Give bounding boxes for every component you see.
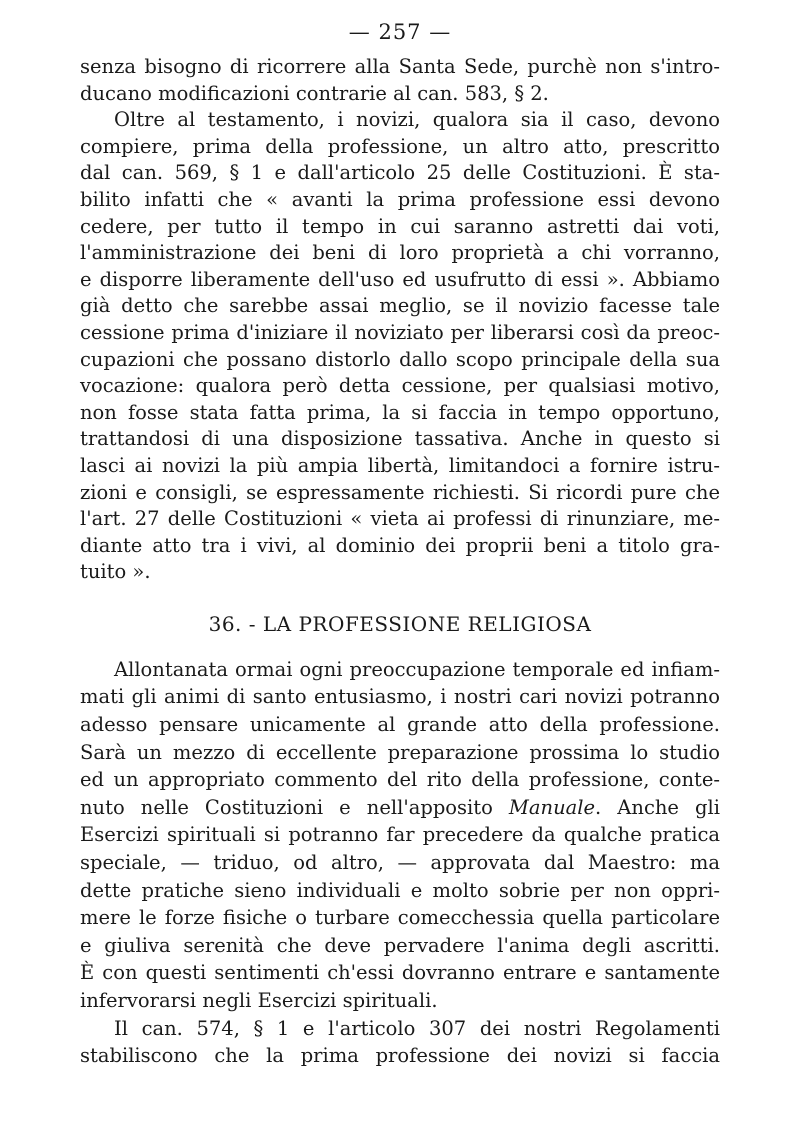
text-line: senza bisogno di ricorrere alla Santa Sede, purchè non s'intro- <box>80 55 720 78</box>
paragraph-professione <box>80 656 720 1015</box>
text-line: Esercizi spirituali si potranno far precedere da qualche pratica <box>80 823 720 847</box>
text-line: dal can. 569, § 1 e dall'articolo 25 delle Costituzioni. È sta- <box>80 161 720 185</box>
text-line: ducano modificazioni contrarie al can. 583, § 2. <box>80 81 549 105</box>
text-line: Sarà un mezzo di eccellente preparazione prossima lo studio <box>80 740 720 764</box>
text-line: lasci ai novizi la più ampia libertà, limitandoci a fornire istru- <box>80 453 720 477</box>
text-line: mati gli animi di santo entusiasmo, i nostri cari novizi potranno <box>80 685 720 709</box>
text-line-with-italic <box>80 794 720 822</box>
text-line: cupazioni che possano distorlo dallo scopo principale della sua <box>80 347 720 371</box>
text-line: Il can. 574, § 1 e l'articolo 307 dei nostri Regolamenti <box>114 1016 720 1040</box>
text-fragment: . Anche gli <box>595 795 720 819</box>
text-line: non fosse stata fatta prima, la si faccia in tempo opportuno, <box>80 400 720 424</box>
text-line: diante atto tra i vivi, al dominio dei proprii beni a titolo gra- <box>80 533 720 557</box>
text-line: e giuliva serenità che deve pervadere l'anima degli ascritti. <box>80 933 720 957</box>
text-line: stabiliscono che la prima professione dei novizi si faccia <box>80 1044 720 1068</box>
text-line: È con questi sentimenti ch'essi dovranno entrare e santamente <box>80 961 720 985</box>
text-fragment: nuto nelle Costituzioni e nell'apposito <box>80 795 509 819</box>
text-line: Allontanata ormai ogni preoccupazione temporale ed infiam- <box>114 657 720 681</box>
text-line: cedere, per tutto il tempo in cui saranno astretti dai voti, <box>80 214 720 238</box>
text-line: compiere, prima della professione, un altro atto, prescritto <box>80 134 720 158</box>
text-line: trattandosi di una disposizione tassativa. Anche in questo si <box>80 427 720 451</box>
text-line: bilito infatti che « avanti la prima professione essi devono <box>80 187 720 211</box>
text-line: già detto che sarebbe assai meglio, se il novizio facesse tale <box>80 294 720 318</box>
paragraph-continuation <box>80 54 720 107</box>
text-line: mere le forze fisiche o turbare comecchessia quella particolare <box>80 906 720 930</box>
text-line: zioni e consigli, se espressamente richiesti. Si ricordi pure che <box>80 480 720 504</box>
text-line: ed un appropriato commento del rito della professione, conte- <box>80 768 720 792</box>
paragraph-canone <box>80 1015 720 1070</box>
text-line: speciale, — triduo, od altro, — approvata dal Maestro: ma <box>80 851 720 875</box>
text-line: dette pratiche sieno individuali e molto sobrie per non oppri- <box>80 878 720 902</box>
paragraph-testamento <box>80 107 720 586</box>
text-line: tuito ». <box>80 560 151 584</box>
text-line: e disporre liberamente dell'uso ed usufrutto di essi ». Abbiamo <box>80 267 720 291</box>
page-number: — 257 — <box>348 20 452 44</box>
text-line: l'amministrazione dei beni di loro proprietà a chi vorranno, <box>80 241 720 265</box>
italic-title: Manuale <box>508 795 596 819</box>
text-line: l'art. 27 delle Costituzioni « vieta ai professi di rinunziare, me- <box>80 507 720 531</box>
section-heading: 36. - LA PROFESSIONE RELIGIOSA <box>208 611 592 636</box>
text-line: vocazione: qualora però detta cessione, per qualsiasi motivo, <box>80 374 720 398</box>
text-line: infervorarsi negli Esercizi spirituali. <box>80 989 438 1012</box>
text-line: Oltre al testamento, i novizi, qualora sia il caso, devono <box>114 108 720 132</box>
text-line: adesso pensare unicamente al grande atto della professione. <box>80 713 720 737</box>
book-page <box>80 18 720 1070</box>
text-line: cessione prima d'iniziare il noviziato per liberarsi così da preoc- <box>80 320 720 344</box>
